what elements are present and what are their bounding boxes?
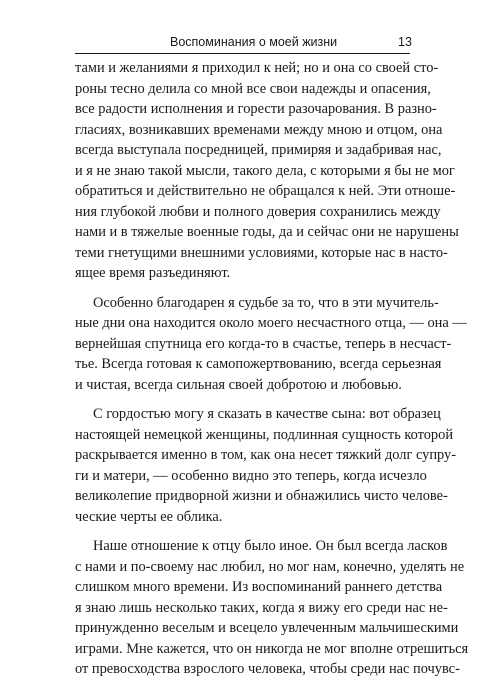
running-header — [0, 32, 480, 52]
text-line: и я не знаю такой мысли, такого дела, с которыми я бы не мог — [75, 162, 455, 179]
paragraph-gap — [75, 527, 410, 536]
page-number: 13 — [398, 35, 412, 49]
text-line: ящее время разъединяют. — [75, 265, 231, 281]
paragraph — [75, 58, 459, 284]
text-line: принужденно веселым и всецело увлеченным мальчишескими — [75, 620, 459, 636]
text-line: ги и матери, — особенно видно это теперь, когда исчезло — [75, 467, 427, 484]
text-line: ческие черты ее облика. — [75, 508, 223, 525]
text-line: нами и в тяжелые военные годы, да и сейчас они не нарушены — [75, 224, 459, 240]
text-line: роны тесно делила со мной все свои надежды и опасения, — [75, 80, 431, 97]
paragraph — [75, 404, 457, 527]
header-rule — [75, 53, 410, 54]
text-line: от превосходства взрослого человека, чтобы среди нас почувс- — [75, 661, 460, 677]
text-line: тами и желаниями я приходил к ней; но и она со своей сто- — [75, 60, 439, 76]
running-title: Воспоминания о моей жизни — [170, 35, 338, 49]
text-line: гласиях, возникавших временами между мною и отцом, она — [75, 121, 443, 138]
text-line: играми. Мне кажется, что он никогда не мог вполне отрешиться — [75, 640, 469, 657]
paragraph — [75, 293, 467, 396]
text-line: все радости исполнения и горести разочарования. В разно- — [75, 101, 437, 117]
text-line: ния глубокой любви и полного доверия сохранились между — [75, 203, 441, 220]
page-body — [75, 58, 469, 680]
text-line: великолепие придворной жизни и обнажились чисто челове- — [75, 488, 448, 504]
text-line: вернейшая спутница его когда-то в счастье, теперь в несчаст- — [75, 335, 452, 352]
text-line: слишком много времени. Из воспоминаний раннего детства — [75, 579, 443, 595]
text-line: обратиться и действительно не обращался к ней. Эти отноше- — [75, 183, 456, 199]
text-line: и чистая, всегда сильная своей добротою и любовью. — [75, 376, 402, 393]
text-line: тье. Всегда готовая к самопожертвованию, всегда серьезная — [75, 356, 442, 372]
text-line: Особенно благодарен я судьбе за то, что в эти мучитель- — [93, 294, 439, 311]
text-line: С гордостью могу я сказать в качестве сына: вот образец — [93, 406, 441, 422]
text-line: я знаю лишь несколько таких, когда я вижу его среди нас не- — [75, 599, 448, 616]
paragraph — [75, 536, 469, 680]
text-line: Наше отношение к отцу было иное. Он был всегда ласков — [93, 538, 448, 554]
text-line: настоящей немецкой женщины, подлинная сущность которой — [75, 426, 454, 443]
paragraph-gap — [75, 395, 410, 404]
text-line: с нами и по-своему нас любил, но мог нам, конечно, уделять не — [75, 558, 465, 575]
paragraph-gap — [75, 284, 410, 293]
text-line: теми гнетущими внешними условиями, которые нас в насто- — [75, 244, 448, 261]
text-line: ные дни она находится около моего несчастного отца, — она — — [75, 315, 467, 331]
text-line: раскрывается именно в том, как она несет тяжкий долг супру- — [75, 447, 457, 463]
text-line: всегда выступала посредницей, примиряя и задабривая нас, — [75, 142, 442, 158]
